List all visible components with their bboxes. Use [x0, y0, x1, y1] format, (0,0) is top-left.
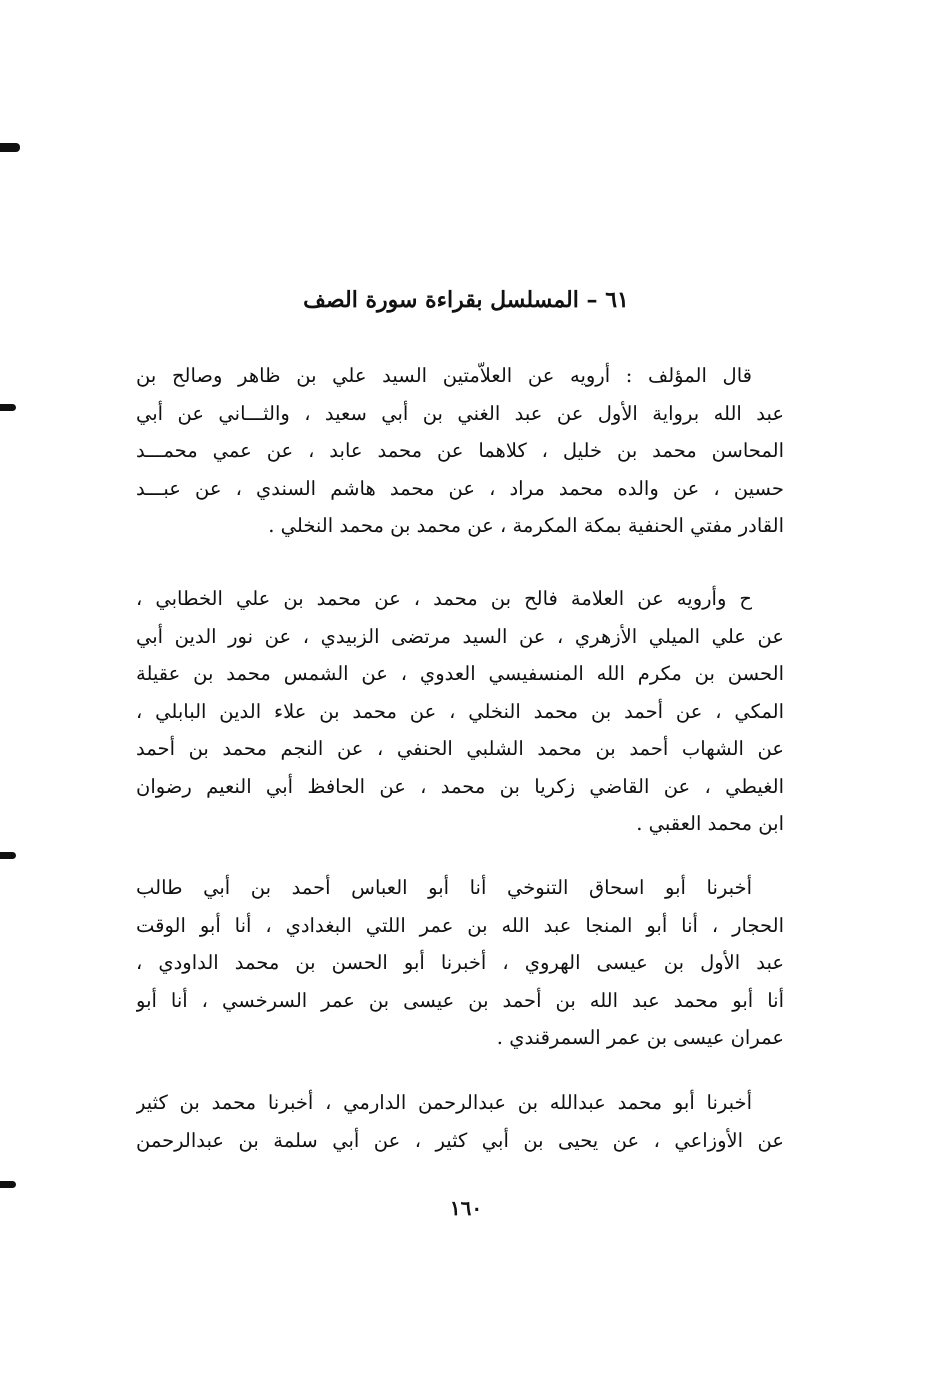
text-line: أخبرنا أبو اسحاق التنوخي أنا أبو العباس أحمد بن أبي طالب — [136, 876, 752, 899]
text-line: أخبرنا أبو محمد عبدالله بن عبدالرحمن الدارمي ، أخبرنا محمد بن كثير — [136, 1091, 752, 1114]
page-number: ١٦٠ — [449, 1196, 483, 1220]
text-line: عبد الأول بن عيسى الهروي ، أخبرنا أبو الحسن بن محمد الداودي ، — [136, 951, 784, 974]
text-line: حسين ، عن والده محمد مراد ، عن محمد هاشم السندي ، عن عبـــد — [136, 476, 784, 500]
text-line: الحسن بن مكرم الله المنسفيسي العدوي ، عن الشمس محمد بن عقيلة — [136, 662, 784, 685]
text-line: القادر مفتي الحنفية بمكة المكرمة ، عن محمد بن محمد النخلي . — [268, 514, 784, 537]
paragraph-3 — [136, 869, 784, 1057]
paragraph-4 — [136, 1084, 784, 1159]
text-line: عبد الله برواية الأول عن عبد الغني بن أبي سعيد ، والثـــاني عن أبي — [136, 401, 784, 425]
text-line: عن الشهاب أحمد بن محمد الشلبي الحنفي ، عن النجم محمد بن أحمد — [136, 737, 784, 760]
text-line: المكي ، عن أحمد بن محمد النخلي ، عن محمد بن علاء الدين البابلي ، — [136, 699, 784, 723]
text-line: الغيطي ، عن القاضي زكريا بن محمد ، عن الحافظ أبي النعيم رضوان — [136, 774, 784, 798]
text-line: عن الأوزاعي ، عن يحيى بن أبي كثير ، عن أبي سلمة بن عبدالرحمن — [136, 1128, 784, 1152]
edge-mark — [0, 1181, 16, 1188]
text-line: الحجار ، أنا أبو المنجا عبد الله بن عمر اللتي البغدادي ، أنا أبو الوقت — [136, 913, 784, 937]
text-line: أنا أبو محمد عبد الله بن أحمد بن عيسى بن عمر السرخسي ، أنا أبو — [136, 988, 784, 1012]
text-line: ابن محمد العقبي . — [636, 812, 784, 835]
edge-mark — [0, 404, 16, 411]
edge-mark — [0, 143, 20, 152]
text-line: المحاسن محمد بن خليل ، كلاهما عن محمد عابد ، عن عمي محمـــد — [136, 439, 784, 462]
text-line: ح وأرويه عن العلامة فالح بن محمد ، عن محمد بن علي الخطابي ، — [136, 587, 752, 610]
chapter-title: ٦١ – المسلسل بقراءة سورة الصف — [303, 287, 629, 313]
text-line: عن علي الميلي الأزهري ، عن السيد مرتضى الزبيدي ، عن نور الدين أبي — [136, 624, 784, 648]
paragraph-1 — [136, 357, 784, 545]
paragraph-2 — [136, 580, 784, 843]
text-line: قال المؤلف : أرويه عن العلاّمتين السيد علي بن ظاهر وصالح بن — [136, 364, 752, 387]
text-line: عمران عيسى بن عمر السمرقندي . — [496, 1026, 784, 1049]
edge-mark — [0, 852, 16, 859]
